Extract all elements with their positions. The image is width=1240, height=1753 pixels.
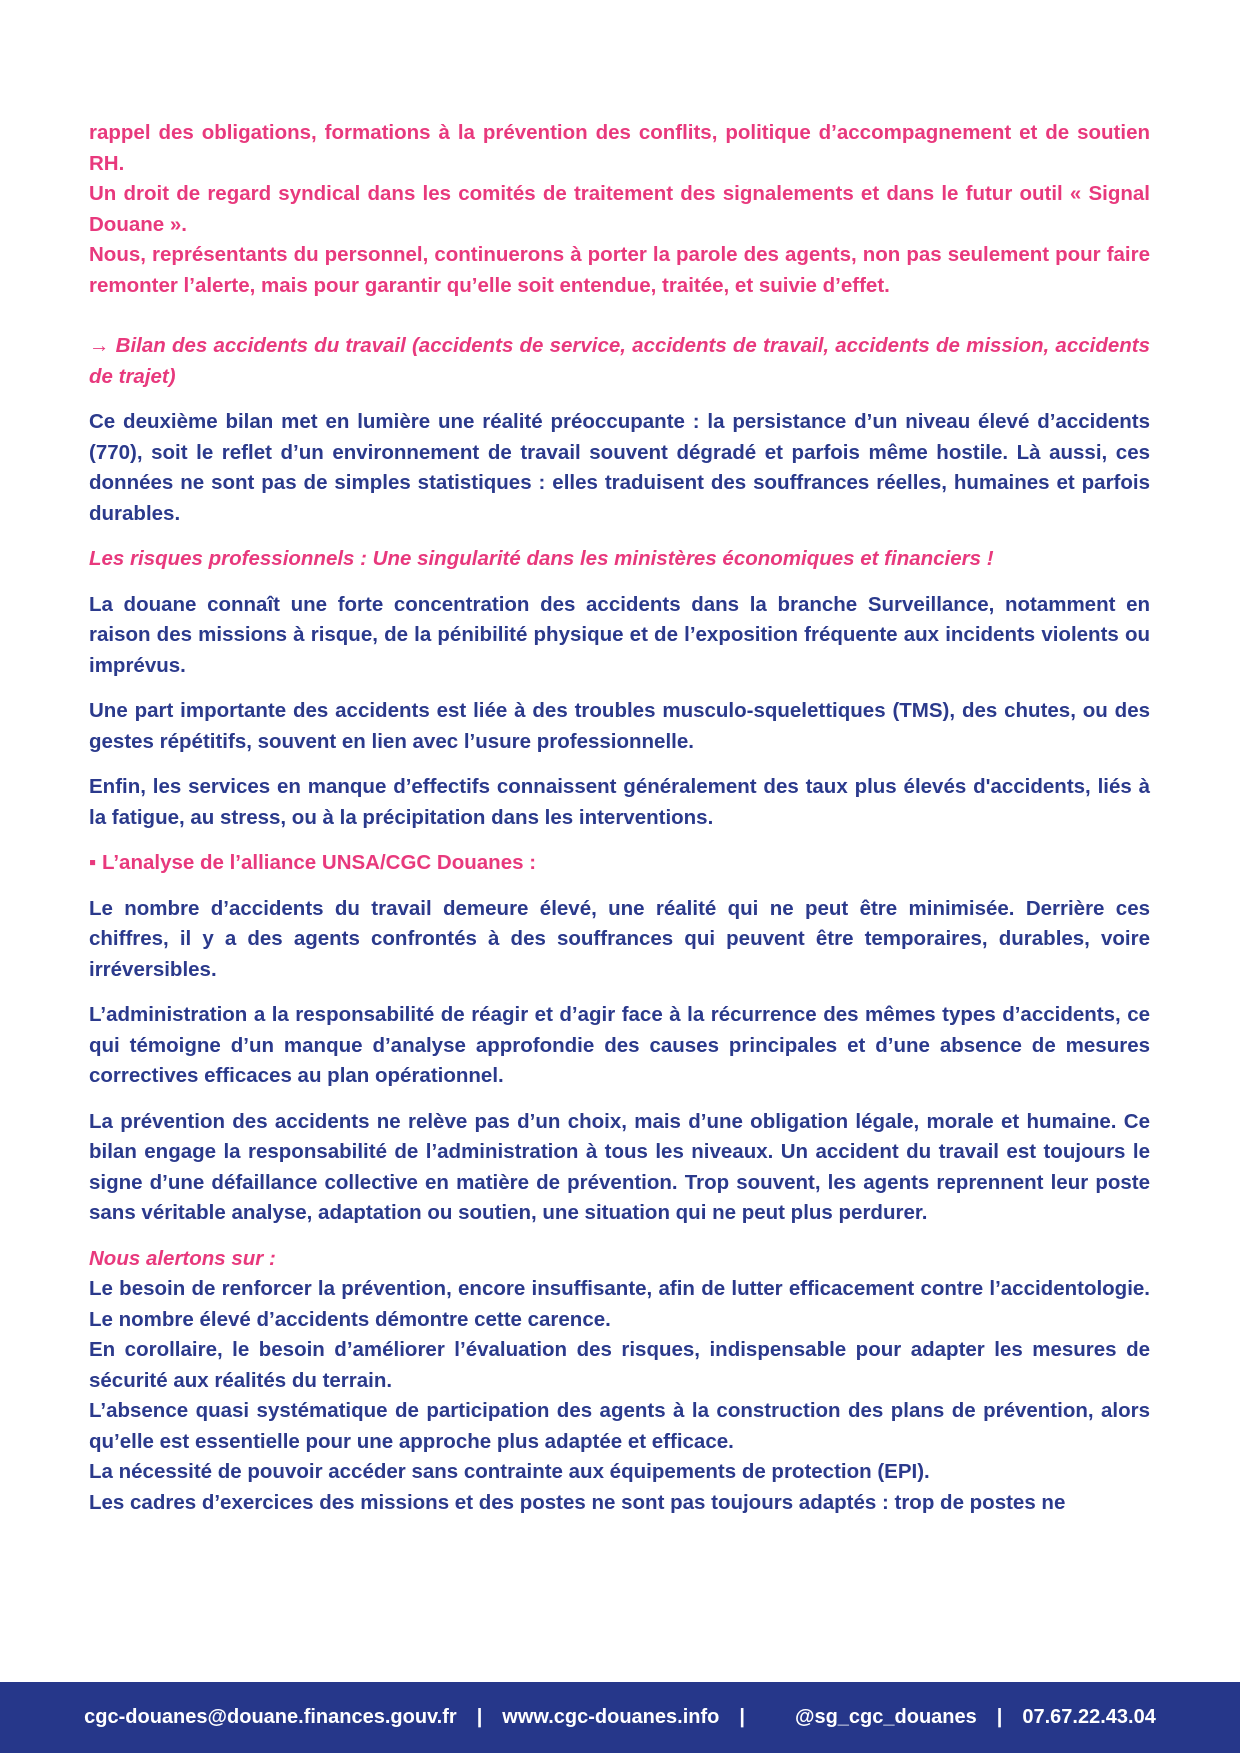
alertons-item-5: Les cadres d’exercices des missions et des postes ne sont pas toujours adaptés : trop de postes ne — [89, 1490, 1066, 1514]
risques-paragraph-2: Une part importante des accidents est liée à des troubles musculo-squelettiques (TMS), des chutes, ou des gestes répétitifs, souvent en lien avec l’usure professionnelle. — [89, 699, 1150, 753]
footer-separator: | — [739, 1706, 745, 1728]
footer-email-link[interactable]: cgc-douanes@douane.finances.gouv.fr — [84, 1706, 457, 1728]
footer-bar — [0, 1682, 1240, 1753]
intro-paragraph-2: Un droit de regard syndical dans les comités de traitement des signalements et dans le futur outil « Signal Douane ». — [89, 182, 1150, 236]
footer-website-link[interactable]: www.cgc-douanes.info — [502, 1706, 720, 1728]
analyse-heading: ▪ L’analyse de l’alliance UNSA/CGC Douanes : — [89, 851, 537, 874]
risques-paragraph-1: La douane connaît une forte concentration des accidents dans la branche Surveillance, notamment en raison des missions à risque, de la pénibilité physique et de l’exposition fréquente aux incidents violents ou imprévus. — [89, 592, 1150, 677]
document-body — [89, 118, 1150, 1518]
alertons-item-2: En corollaire, le besoin d’améliorer l’évaluation des risques, indispensable pour adapter les mesures de sécurité aux réalités du terrain. — [89, 1338, 1150, 1392]
analyse-paragraph-3: La prévention des accidents ne relève pas d’un choix, mais d’une obligation légale, morale et humaine. Ce bilan engage la responsabilité de l’administration à tous les niveaux. Un accident du travail est toujours le signe d’une défaillance collective en matière de prévention. Trop souvent, les agents reprennent leur poste sans véritable analyse, adaptation ou soutien, une situation qui ne peut plus perdurer. — [89, 1109, 1150, 1224]
risques-heading: Les risques professionnels : Une singularité dans les ministères économiques et financiers ! — [89, 547, 994, 570]
alertons-item-1: Le besoin de renforcer la prévention, encore insuffisante, afin de lutter efficacement contre l’accidentologie. Le nombre élevé d’accidents démontre cette carence. — [89, 1277, 1150, 1331]
intro-paragraph-3: Nous, représentants du personnel, continuerons à porter la parole des agents, non pas seulement pour faire remonter l’alerte, mais pour garantir qu’elle soit entendue, traitée, et suivie d’effet. — [89, 243, 1150, 297]
alertons-heading: Nous alertons sur : — [89, 1246, 276, 1270]
footer-twitter-link[interactable]: @sg_cgc_douanes — [794, 1706, 977, 1728]
footer-phone: 07.67.22.43.04 — [1022, 1706, 1156, 1728]
intro-paragraph-1: rappel des obligations, formations à la prévention des conflits, politique d’accompagnement et de soutien RH. — [89, 121, 1150, 175]
analyse-paragraph-2: L’administration a la responsabilité de réagir et d’agir face à la récurrence des mêmes types d’accidents, ce qui témoigne d’un manque d’analyse approfondie des causes principales et d’une absence de mesures correctives efficaces au plan opérationnel. — [89, 1003, 1150, 1087]
bilan-paragraph: Ce deuxième bilan met en lumière une réalité préoccupante : la persistance d’un niveau élevé d’accidents (770), soit le reflet d’un environnement de travail souvent dégradé et parfois même hostile. Là aussi, ces données ne sont pas de simples statistiques : elles traduisent des souffrances réelles, humaines et parfois durables. — [89, 410, 1150, 525]
analyse-paragraph-1: Le nombre d’accidents du travail demeure élevé, une réalité qui ne peut être minimisée. Derrière ces chiffres, il y a des agents confrontés à des souffrances qui peuvent être temporaires, durables, voire irréversibles. — [89, 896, 1150, 981]
footer-separator: | — [996, 1706, 1003, 1728]
section-heading-bilan: → Bilan des accidents du travail (accidents de service, accidents de travail, accidents de mission, accidents de trajet) — [89, 334, 1150, 388]
alertons-item-3: L’absence quasi systématique de participation des agents à la construction des plans de prévention, alors qu’elle est essentielle pour une approche plus adaptée et efficace. — [89, 1399, 1150, 1453]
footer-separator: | — [476, 1706, 483, 1728]
alertons-item-4: La nécessité de pouvoir accéder sans contrainte aux équipements de protection (EPI). — [89, 1460, 930, 1483]
risques-paragraph-3: Enfin, les services en manque d’effectifs connaissent généralement des taux plus élevés d'accidents, liés à la fatigue, au stress, ou à la précipitation dans les interventions. — [89, 775, 1150, 829]
